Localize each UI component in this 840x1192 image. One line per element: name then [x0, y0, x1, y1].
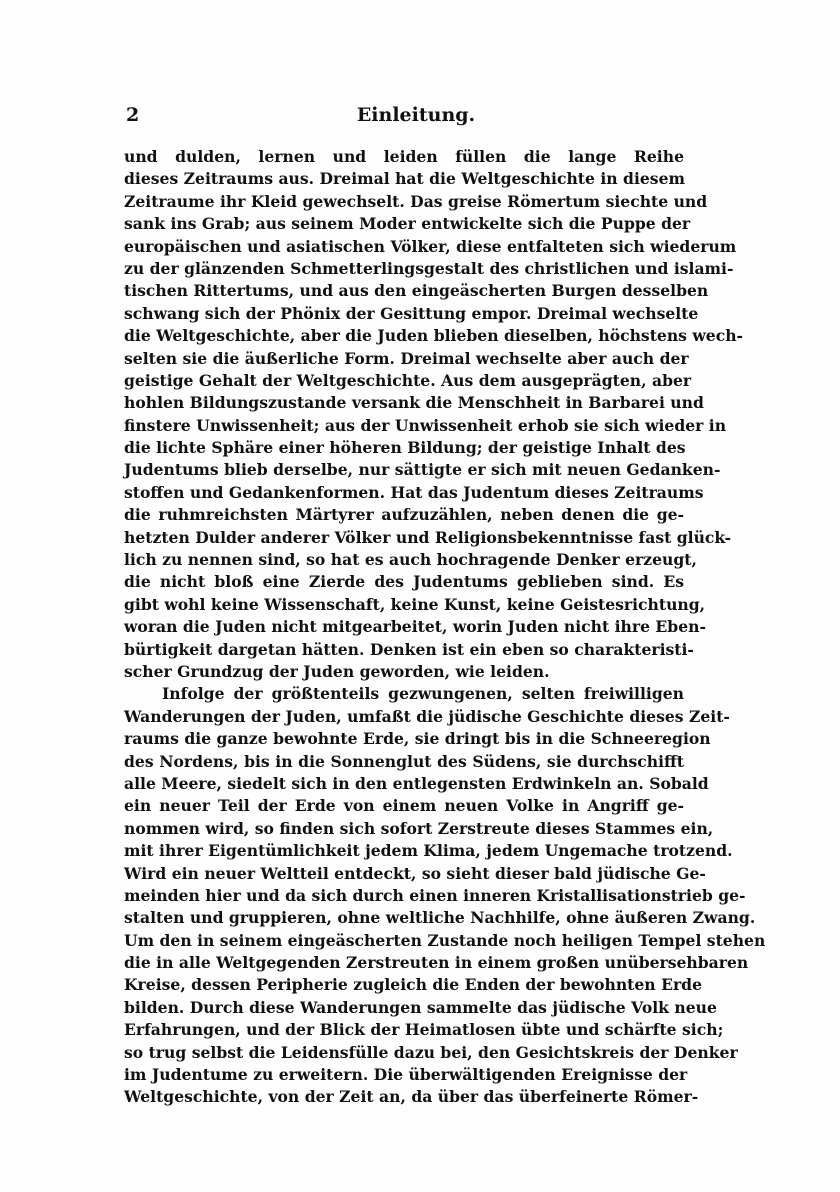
text-line: alle Meere, siedelt sich in den entlegensten Erdwinkeln an. Sobald: [124, 773, 709, 793]
text-line: zu der glänzenden Schmetterlingsgestalt des christlichen und islami-: [124, 258, 734, 278]
text-line: Weltgeschichte, von der Zeit an, da über das überfeinerte Römer-: [124, 1087, 699, 1107]
text-line: hohlen Bildungszustande versank die Menschheit in Barbarei und: [124, 393, 704, 413]
running-head: Einleitung.: [356, 104, 476, 126]
text-line: hetzten Dulder anderer Völker und Religionsbekenntnisse fast glück-: [124, 527, 732, 547]
text-line: die Weltgeschichte, aber die Juden blieben dieselben, höchstens wech-: [124, 326, 744, 346]
page-header: [126, 104, 706, 134]
text-line: selten sie die äußerliche Form. Dreimal wechselte aber auch der: [124, 348, 689, 368]
text-line: stoffen und Gedankenformen. Hat das Judentum dieses Zeitraums: [124, 482, 704, 502]
text-line: tischen Rittertums, und aus den eingeäscherten Burgen desselben: [124, 281, 709, 301]
text-line: Um den in seinem eingeäscherten Zustande noch heiligen Tempel stehen: [124, 930, 766, 950]
text-line: Infolge der größtenteils gezwungenen, selten freiwilligen: [162, 684, 684, 704]
text-line: Wird ein neuer Weltteil entdeckt, so sieht dieser bald jüdische Ge-: [124, 863, 706, 883]
text-line: die in alle Weltgegenden Zerstreuten in einem großen unübersehbaren: [124, 953, 749, 973]
body-text: [124, 146, 766, 1109]
text-line: Wanderungen der Juden, umfaßt die jüdische Geschichte dieses Zeit-: [124, 706, 730, 726]
text-line: finstere Unwissenheit; aus der Unwissenheit erhob sie sich wieder in: [124, 415, 727, 435]
text-line: sank ins Grab; aus seinem Moder entwickelte sich die Puppe der: [124, 214, 691, 234]
text-line: mit ihrer Eigentümlichkeit jedem Klima, jedem Ungemache trotzend.: [124, 841, 733, 861]
text-line: Erfahrungen, und der Blick der Heimatlosen übte und schärfte sich;: [124, 1020, 724, 1040]
text-line: des Nordens, bis in die Sonnenglut des Südens, sie durchschifft: [124, 751, 684, 771]
text-line: stalten und gruppieren, ohne weltliche Nachhilfe, ohne äußeren Zwang.: [124, 908, 756, 928]
text-line: Zeitraume ihr Kleid gewechselt. Das greise Römertum siechte und: [124, 191, 708, 211]
text-line: meinden hier und da sich durch einen inneren Kristallisationstrieb ge-: [124, 885, 746, 905]
text-line: woran die Juden nicht mitgearbeitet, worin Juden nicht ihre Eben-: [124, 617, 706, 637]
text-line: lich zu nennen sind, so hat es auch hochragende Denker erzeugt,: [124, 550, 697, 570]
text-line: die nicht bloß eine Zierde des Judentums geblieben sind. Es: [124, 572, 684, 592]
text-line: die ruhmreichsten Märtyrer aufzuzählen, neben denen die ge-: [124, 505, 684, 525]
paragraph-2: [124, 683, 766, 1108]
paragraph-1: [124, 146, 744, 683]
text-line: geistige Gehalt der Weltgeschichte. Aus dem ausgeprägten, aber: [124, 370, 692, 390]
text-line: bilden. Durch diese Wanderungen sammelte das jüdische Volk neue: [124, 997, 717, 1017]
text-line: scher Grundzug der Juden geworden, wie leiden.: [124, 661, 550, 681]
text-line: europäischen und asiatischen Völker, diese entfalteten sich wiederum: [124, 236, 737, 256]
text-line: die lichte Sphäre einer höheren Bildung; der geistige Inhalt des: [124, 438, 686, 458]
text-line: nommen wird, so finden sich sofort Zerstreute dieses Stammes ein,: [124, 818, 714, 838]
text-line: so trug selbst die Leidensfülle dazu bei, den Gesichtskreis der Denker: [124, 1042, 738, 1062]
text-line: und dulden, lernen und leiden füllen die lange Reihe: [124, 147, 684, 166]
page-number: 2: [126, 104, 140, 126]
text-line: bürtigkeit dargetan hätten. Denken ist ein eben so charakteristi-: [124, 639, 694, 659]
text-line: Judentums blieb derselbe, nur sättigte er sich mit neuen Gedanken-: [124, 460, 721, 480]
text-line: raums die ganze bewohnte Erde, sie dringt bis in die Schneeregion: [124, 729, 711, 749]
text-line: Kreise, dessen Peripherie zugleich die Enden der bewohnten Erde: [124, 975, 702, 995]
text-line: im Judentume zu erweitern. Die überwältigenden Ereignisse der: [124, 1065, 688, 1085]
text-line: dieses Zeitraums aus. Dreimal hat die Weltgeschichte in diesem: [124, 169, 685, 189]
text-line: schwang sich der Phönix der Gesittung empor. Dreimal wechselte: [124, 303, 699, 323]
text-line: gibt wohl keine Wissenschaft, keine Kunst, keine Geistesrichtung,: [124, 594, 706, 614]
text-line: ein neuer Teil der Erde von einem neuen Volke in Angriff ge-: [124, 796, 684, 816]
